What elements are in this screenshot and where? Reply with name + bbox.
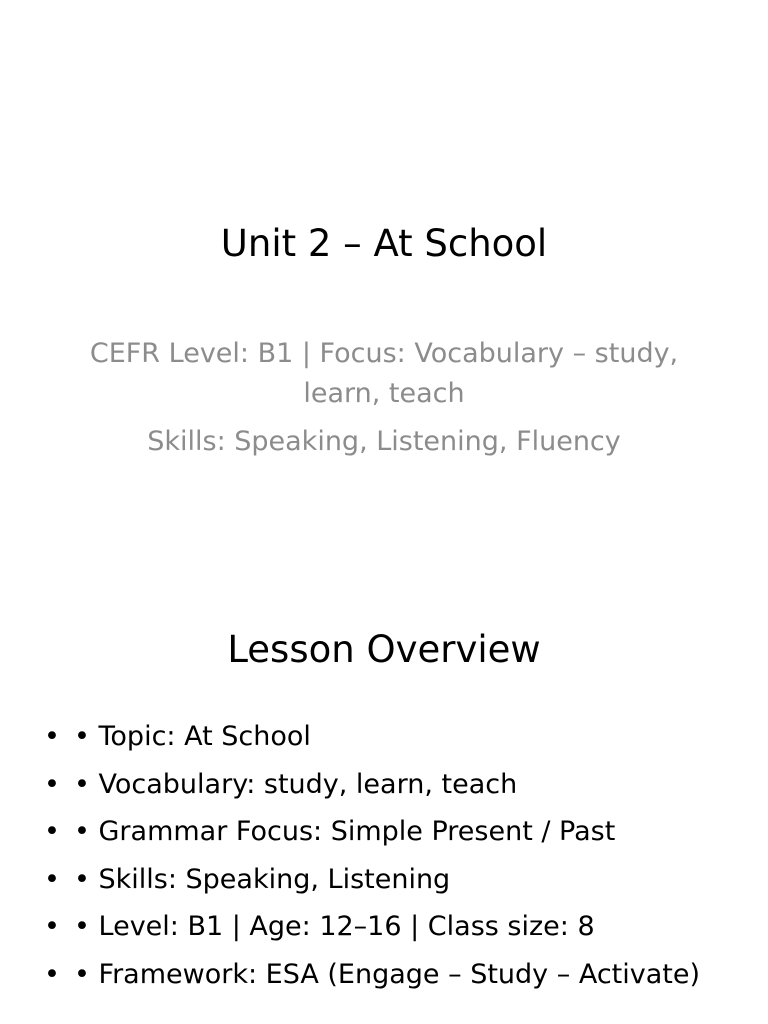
bullet-dot-icon: • [44,721,60,752]
bullet-text: • Level: B1 | Age: 12–16 | Class size: 8 [74,911,595,943]
slide-title: Lesson Overview [227,628,541,671]
subtitle-line: Skills: Speaking, Listening, Fluency [147,426,621,457]
bullet-text: • Grammar Focus: Simple Present / Past [74,816,616,848]
bullet-dot-icon: • [44,816,60,848]
bullet-item [40,856,760,904]
bullet-item [40,951,760,999]
bullet-dot-icon: • [44,768,60,800]
overview-slide [0,512,768,1024]
bullet-dot-icon: • [44,911,60,943]
slide-subtitle [84,334,684,462]
bullet-text: • Framework: ESA (Engage – Study – Activate) [74,958,701,990]
bullet-list [40,713,760,999]
bullet-dot-icon: • [44,958,60,990]
bullet-item [40,903,760,951]
bullet-dot-icon: • [44,863,60,895]
bullet-text: • Skills: Speaking, Listening [74,863,451,895]
bullet-item [40,808,760,856]
bullet-text: • Vocabulary: study, learn, teach [74,768,518,800]
subtitle-line: CEFR Level: B1 | Focus: Vocabulary – study, learn, teach [89,338,679,409]
bullet-text: • Topic: At School [74,721,311,752]
bullet-item [40,761,760,809]
bullet-item [40,713,760,761]
slide-title: Unit 2 – At School [220,222,548,265]
